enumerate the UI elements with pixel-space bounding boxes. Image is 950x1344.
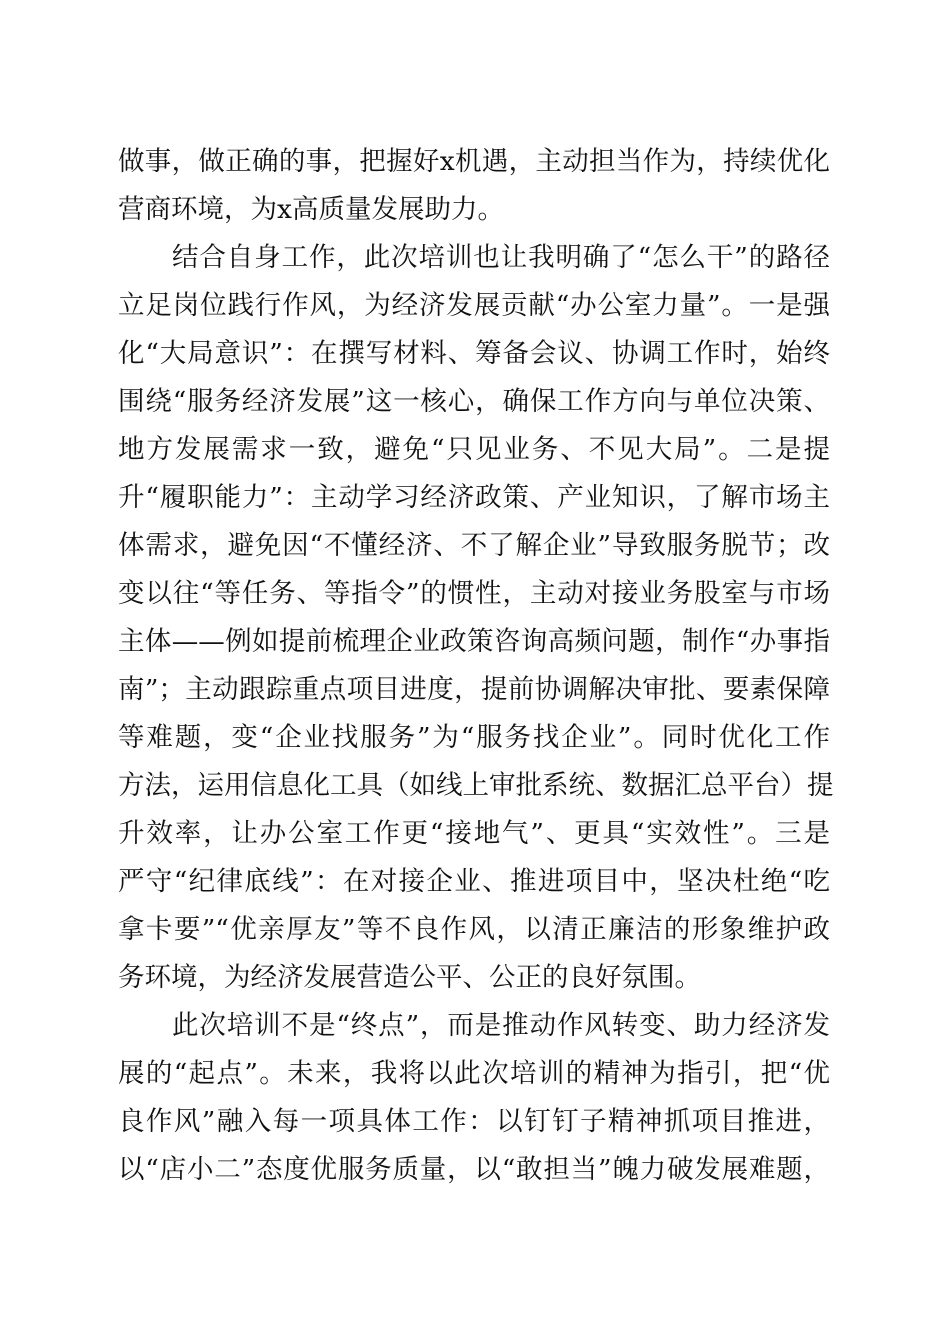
text-line: 变以往“等任务、等指令”的惯性，主动对接业务股室与市场 [118,578,830,609]
text-line: 展的“起点”。未来，我将以此次培训的精神为指引，把“优 [118,1058,830,1089]
text-line: 方法，运用信息化工具（如线上审批系统、数据汇总平台）提 [118,770,834,801]
text-line: 南”；主动跟踪重点项目进度，提前协调解决审批、要素保障 [118,674,830,705]
paragraph-first-line: 结合自身工作，此次培训也让我明确了“怎么干”的路径 [172,242,830,273]
text-line: 等难题，变“企业找服务”为“服务找企业”。同时优化工作 [118,722,830,753]
text-line: 体需求，避免因“不懂经济、不了解企业”导致服务脱节；改 [118,530,830,561]
text-line: 以“店小二”态度优服务质量，以“敢担当”魄力破发展难题， [118,1154,830,1185]
text-line: 升“履职能力”：主动学习经济政策、产业知识，了解市场主 [118,482,830,513]
text-line: 务环境，为经济发展营造公平、公正的良好氛围。 [118,962,701,993]
text-line: 主体——例如提前梳理企业政策咨询高频问题，制作“办事指 [118,626,830,657]
text-line: 良作风”融入每一项具体工作：以钉钉子精神抓项目推进， [118,1106,830,1137]
text-line: 营商环境，为x高质量发展助力。 [118,194,504,225]
text-line: 升效率，让办公室工作更“接地气”、更具“实效性”。三是 [118,818,830,849]
paragraph-first-line: 此次培训不是“终点”，而是推动作风转变、助力经济发 [172,1010,830,1041]
text-line: 围绕“服务经济发展”这一核心，确保工作方向与单位决策、 [118,386,830,417]
text-line: 化“大局意识”：在撰写材料、筹备会议、协调工作时，始终 [118,338,830,369]
text-line: 严守“纪律底线”：在对接企业、推进项目中，坚决杜绝“吃 [118,866,830,897]
text-line: 地方发展需求一致，避免“只见业务、不见大局”。二是提 [118,434,830,465]
text-line: 立足岗位践行作风，为经济发展贡献“办公室力量”。一是强 [118,290,830,321]
text-line: 拿卡要”“优亲厚友”等不良作风，以清正廉洁的形象维护政 [118,914,830,945]
text-line: 做事，做正确的事，把握好x机遇，主动担当作为，持续优化 [118,146,830,177]
